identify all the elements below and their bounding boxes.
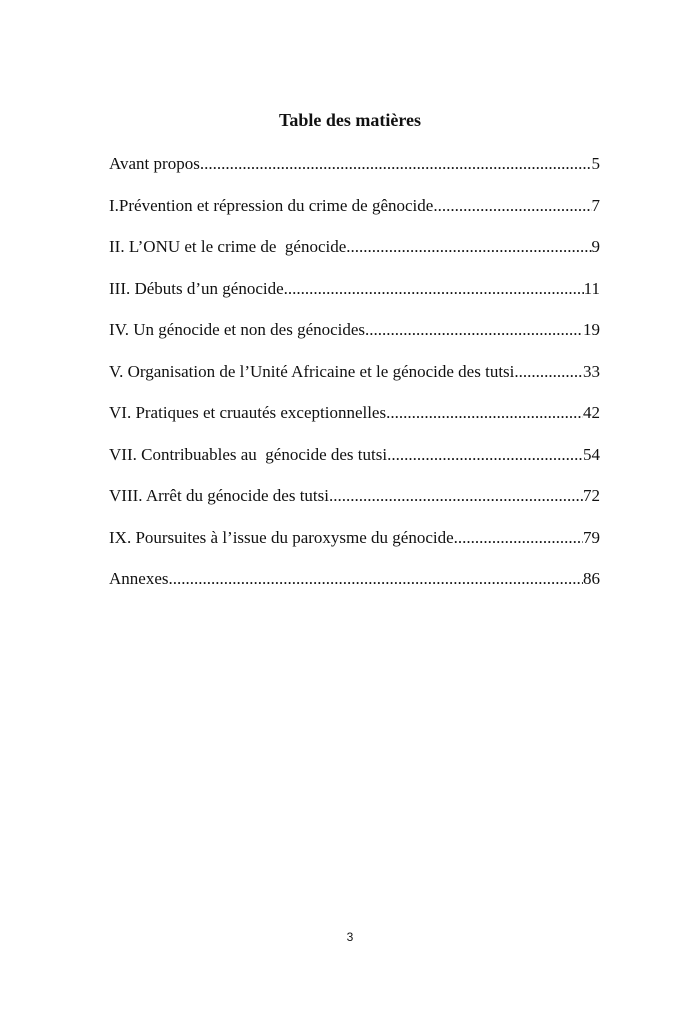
page-number: 3 (346, 930, 354, 944)
dot-leader (514, 360, 583, 384)
dot-leader (433, 194, 591, 218)
dot-leader (387, 443, 583, 467)
toc-entry-page: 5 (591, 154, 600, 173)
toc-entry-page: 42 (583, 403, 600, 422)
toc-entry (109, 235, 600, 277)
toc-entry-label: V. Organisation de l’Unité Africaine et le génocide des tutsi (109, 361, 515, 381)
toc-entry-label: VIII. Arrêt du génocide des tutsi (109, 486, 329, 505)
toc-entry (109, 152, 600, 194)
toc-entry-page: 86 (583, 569, 600, 588)
dot-leader (346, 235, 591, 259)
toc-entry-page: 11 (583, 278, 600, 298)
toc-entry-label: Avant propos (109, 154, 200, 173)
toc-entry-label: IX. Poursuites à l’issue du paroxysme du génocide (109, 527, 454, 547)
toc-entry (109, 194, 600, 236)
table-of-contents (109, 152, 600, 609)
toc-entry-page: 9 (591, 237, 600, 256)
toc-entry-label: III. Débuts d’un génocide (109, 278, 284, 298)
toc-entry (109, 443, 600, 485)
toc-entry-page: 79 (583, 527, 600, 547)
toc-entry-label: II. L’ONU et le crime de génocide (109, 237, 347, 256)
dot-leader (365, 318, 583, 342)
toc-title: Table des matières (279, 110, 421, 130)
toc-entry (109, 360, 600, 402)
dot-leader (200, 152, 592, 176)
toc-entry (109, 401, 600, 443)
toc-entry-label: Annexes (109, 569, 169, 588)
dot-leader (168, 567, 583, 591)
toc-entry (109, 277, 600, 319)
dot-leader (284, 277, 584, 301)
toc-entry-page: 7 (591, 195, 600, 215)
toc-entry (109, 526, 600, 568)
toc-entry (109, 318, 600, 360)
toc-entry-label: VII. Contribuables au génocide des tutsi (109, 444, 388, 464)
dot-leader (454, 526, 583, 550)
toc-entry-page: 33 (583, 361, 600, 381)
toc-entry (109, 567, 600, 609)
toc-entry (109, 484, 600, 526)
toc-entry-page: 19 (583, 320, 600, 339)
toc-entry-label: VI. Pratiques et cruautés exceptionnelles (109, 403, 387, 422)
toc-entry-label: I.Prévention et répression du crime de gênocide (109, 195, 434, 215)
toc-entry-page: 54 (583, 444, 600, 464)
toc-entry-label: IV. Un génocide et non des génocides (109, 320, 366, 339)
dot-leader (386, 401, 583, 425)
toc-entry-page: 72 (583, 486, 600, 505)
dot-leader (329, 484, 583, 508)
